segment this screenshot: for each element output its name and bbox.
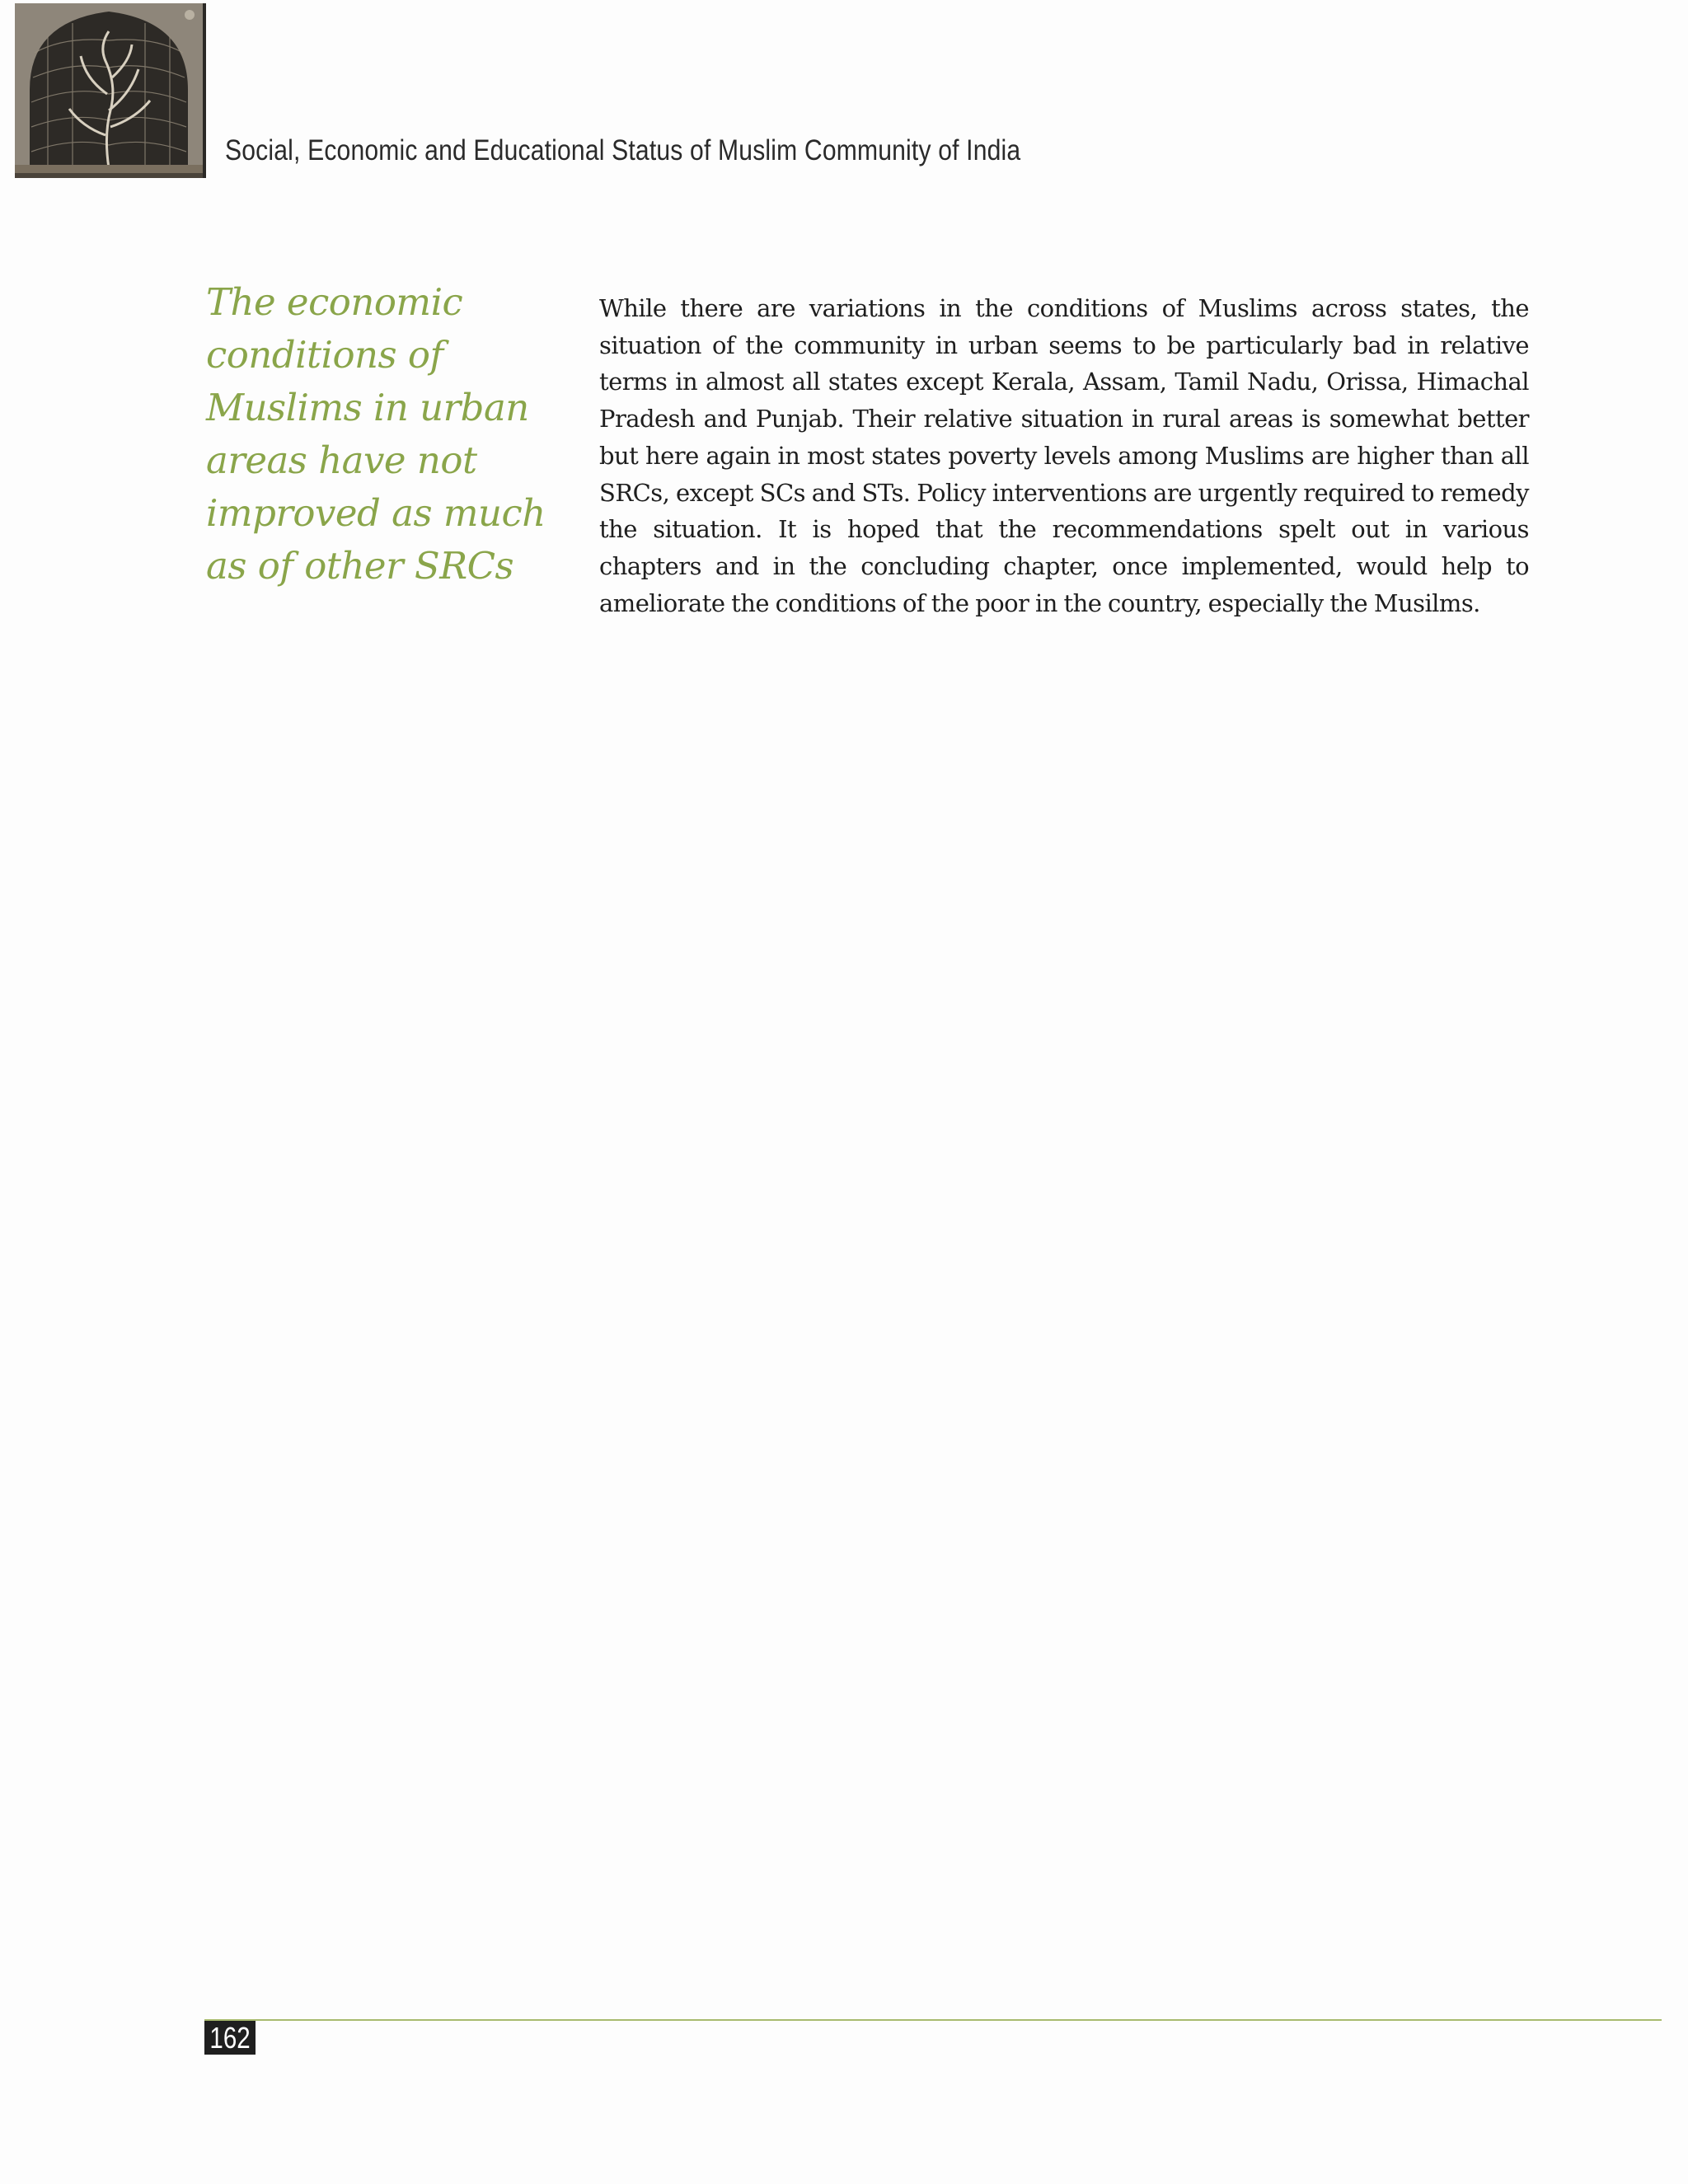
running-title: Social, Economic and Educational Status of Muslim Community of India xyxy=(225,134,1021,166)
jali-window-icon xyxy=(15,3,203,178)
pull-quote-line: The economic xyxy=(206,280,463,324)
footer-rule xyxy=(204,2019,1662,2021)
header-image-edge xyxy=(203,3,206,178)
page-number xyxy=(204,2021,256,2055)
pull-quote-line: as of other SRCs xyxy=(206,544,514,588)
pull-quote-line: Muslims in urban xyxy=(206,386,529,429)
header-jali-image xyxy=(15,3,203,178)
pull-quote xyxy=(206,276,552,593)
pull-quote-line: areas have not xyxy=(206,438,477,482)
pull-quote-line: improved as much xyxy=(206,491,546,535)
page-number-text: 162 xyxy=(209,2021,251,2055)
body-paragraph: While there are variations in the conditions of Muslims across states, the situation of the community in urban seems to be particularly bad in relative terms in almost all states except Kerala, Assam, Tamil Nadu, Orissa, Himachal Pradesh and Punjab. Their relative situation in rural areas is somewhat better but here again in most states poverty levels among Muslims are higher than all SRCs, except SCs and STs. Policy interventions are urgently required to remedy the situation. It is hoped that the recommendations spelt out in various chapters and in the concluding chapter, once implemented, would help to ameliorate the conditions of the poor in the country, especially the Musilms. xyxy=(599,294,1529,617)
pull-quote-line: conditions of xyxy=(206,333,443,377)
